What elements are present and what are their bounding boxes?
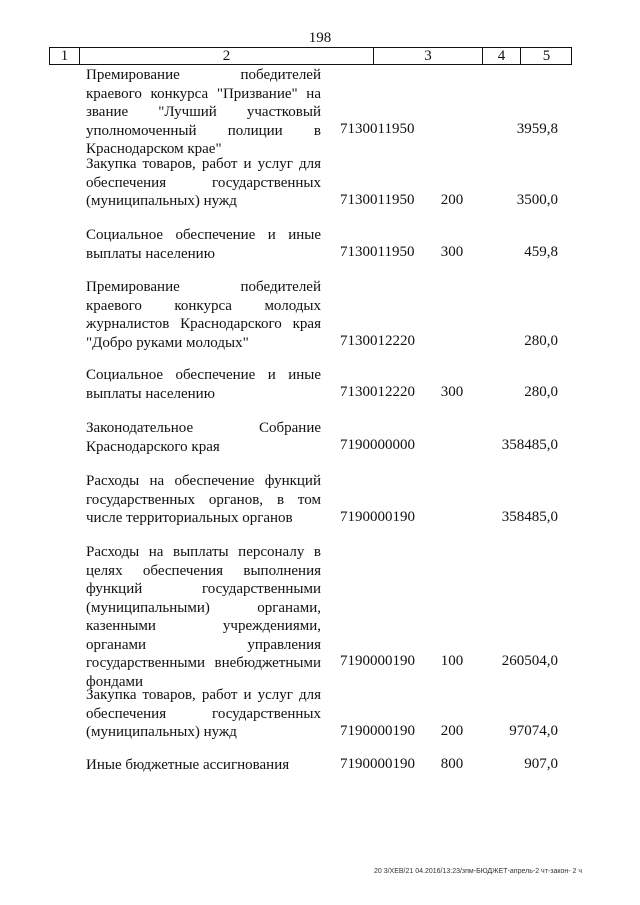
table-header [49, 47, 572, 65]
row-amount: 280,0 [524, 384, 558, 400]
row-code: 7130011950 [340, 192, 415, 208]
row-amount: 358485,0 [501, 437, 558, 453]
header-col-4: 4 [483, 48, 521, 64]
row-code: 7130012220 [340, 384, 415, 400]
row-code: 7190000190 [340, 653, 415, 669]
row-name: Социальное обеспечение и иные выплаты населению [86, 227, 321, 262]
row-name: Социальное обеспечение и иные выплаты населению [86, 367, 321, 402]
header-col-1: 1 [50, 48, 80, 64]
header-col-2: 2 [80, 48, 374, 64]
header-col-5: 5 [542, 48, 551, 64]
row-name: Закупка товаров, работ и услуг для обеспечения государственных (муниципальных) нужд [86, 156, 321, 209]
row-amount: 3500,0 [516, 192, 558, 208]
footer-stamp: 20 3/ХЕВ/21 04.2016/13:23/зпм-БЮДЖЕТ-апрель-2 чт-закон- 2 ч [373, 868, 582, 875]
row-vr: 200 [440, 192, 464, 208]
row-vr: 300 [440, 244, 464, 260]
row-amount: 97074,0 [509, 723, 558, 739]
row-amount: 3959,8 [516, 121, 558, 137]
row-code: 7190000190 [340, 723, 415, 739]
row-code: 7190000190 [340, 509, 415, 525]
row-amount: 280,0 [524, 333, 558, 349]
header-col-3: 3 [374, 48, 483, 64]
row-name: Расходы на выплаты персоналу в целях обеспечения выполнения функций государственными (муниципальными) органами, казенными учреждениями, органами управления государственными внебюджетными фондами [86, 544, 321, 690]
row-code: 7130011950 [340, 121, 415, 137]
row-name: Премирование победителей краевого конкурса "Призвание" на звание "Лучший участковый уполномоченный полиции в Краснодарском крае" [86, 67, 321, 157]
row-amount: 260504,0 [501, 653, 558, 669]
row-code: 7190000190 [340, 756, 415, 772]
row-amount: 358485,0 [501, 509, 558, 525]
row-name: Иные бюджетные ассигнования [86, 757, 290, 773]
row-amount: 907,0 [524, 756, 558, 772]
row-code: 7190000000 [340, 437, 415, 453]
row-vr: 300 [440, 384, 464, 400]
row-code: 7130012220 [340, 333, 415, 349]
row-name: Законодательное Собрание Краснодарского края [86, 420, 321, 455]
row-amount: 459,8 [524, 244, 558, 260]
row-name: Закупка товаров, работ и услуг для обеспечения государственных (муниципальных) нужд [86, 687, 321, 740]
row-name: Расходы на обеспечение функций государственных органов, в том числе территориальных органов [86, 473, 321, 526]
row-code: 7130011950 [340, 244, 415, 260]
page-number: 198 [308, 30, 332, 46]
row-name: Премирование победителей краевого конкурса молодых журналистов Краснодарского края "Добро руками молодых" [86, 279, 321, 351]
row-vr: 100 [440, 653, 464, 669]
row-vr: 200 [440, 723, 464, 739]
row-vr: 800 [440, 756, 464, 772]
